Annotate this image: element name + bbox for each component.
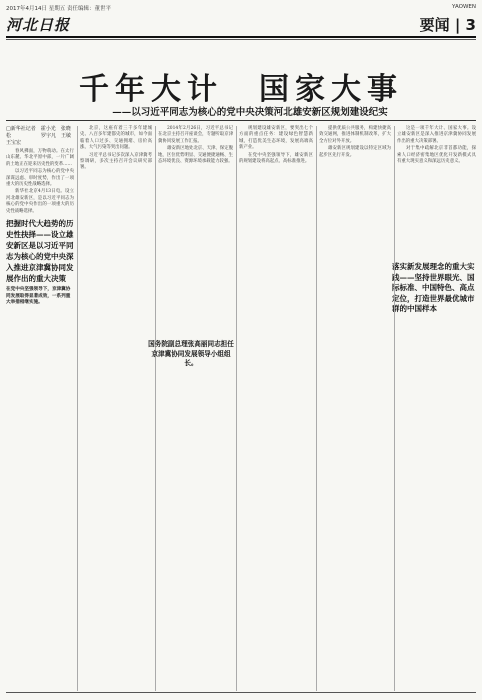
column-divider bbox=[394, 126, 395, 691]
paragraph: 北京，这座有着三千多年建城史、八百多年建都史的城市，如今面临着人口过多、交通拥堵、房价高涨、大气污染等突出问题。 bbox=[80, 126, 152, 151]
column-text bbox=[397, 126, 476, 165]
column-divider bbox=[236, 126, 237, 691]
column-text bbox=[239, 126, 313, 165]
column-divider bbox=[155, 126, 156, 691]
newspaper-logo: 河北日报 bbox=[6, 16, 71, 34]
article-column-2 bbox=[80, 126, 152, 691]
column-divider bbox=[316, 126, 317, 691]
paragraph: 提供优质公共服务，构建快捷高效交通网，推进体制机制改革，扩大全方位对外开放。 bbox=[319, 126, 391, 144]
paragraph: 新华社北京4月13日电。设立河北雄安新区，是以习近平同志为核心的党中央作出的一项重大的历史性战略选择。 bbox=[6, 189, 74, 214]
paragraph: 对于集中疏解北京非首都功能，探索人口经济密集地区优化开发新模式具有重大现实意义和深远历史意义。 bbox=[397, 146, 476, 165]
main-headline: 千年大计 国家大事 bbox=[79, 72, 403, 107]
footer-rule bbox=[6, 692, 476, 693]
date-line: 2017年4月14日 星期五 责任编辑：董世平 bbox=[6, 6, 111, 12]
section-heading: 落实新发展理念的重大实践——坚持世界眼光、国际标准、中国特色、高点定位，打造世界最优城市群的中国样本 bbox=[392, 262, 475, 313]
article-column-5 bbox=[319, 126, 391, 691]
column-text bbox=[158, 126, 233, 165]
pull-quote: 在党中央坚强领导下，京津冀协同发展取得显著成效，一系列重大举措相继实施。 bbox=[6, 287, 71, 306]
article-column-4 bbox=[239, 126, 313, 691]
paragraph: 以习近平同志为核心的党中央深谋远虑、审时度势，作出了一项重大的历史性战略选择。 bbox=[6, 169, 74, 188]
paragraph: 春风拂面，万物萌动。在太行山东麓、华北平原中部，一片广阔的土地正在迎来历史性的变革…… bbox=[6, 149, 74, 167]
paragraph: 习近平总书记多次深入京津冀考察调研，多次主持召开会议研究部署。 bbox=[80, 152, 152, 171]
article-column-1 bbox=[6, 126, 77, 691]
paragraph: 2014年2月26日，习近平总书记在北京主持召开座谈会，专题听取京津冀协同发展工作汇报。 bbox=[158, 126, 233, 144]
section-heading: 把握时代大趋势的历史性抉择——设立雄安新区是以习近平同志为核心的党中央深入推进京津冀协同发展作出的重大决策 bbox=[6, 219, 74, 284]
section-tag: YAOWEN bbox=[452, 4, 476, 10]
column-divider bbox=[77, 126, 78, 691]
page-header-line bbox=[6, 3, 476, 13]
highlight-quote: 国务院副总理张高丽同志担任京津冀协同发展领导小组组长。 bbox=[148, 340, 234, 367]
article-column-3 bbox=[158, 126, 233, 691]
paragraph: 在党中央坚强领导下，雄安新区的规划建设将高起点、高标准推进。 bbox=[239, 152, 313, 165]
masthead bbox=[6, 14, 476, 38]
paragraph: 这是一项千年大计、国家大事。设立雄安新区是深入推进京津冀协同发展作出的重大决策部署。 bbox=[397, 126, 476, 144]
sub-headline: ——以习近平同志为核心的党中央决策河北雄安新区规划建设纪实 bbox=[112, 107, 388, 118]
section-title: 要闻 | 3 bbox=[419, 16, 476, 34]
column-text bbox=[6, 149, 74, 215]
paragraph: 规划建设雄安新区，要突出七个方面的重点任务：建设绿色智慧新城，打造优美生态环境，发展高端高新产业。 bbox=[239, 126, 313, 151]
byline: □新华社记者 霍小光 张晓松 罗宇凡 王敏 王宝宏 bbox=[6, 126, 77, 146]
divider bbox=[6, 39, 476, 40]
paragraph: 雄安新区地处北京、天津、保定腹地，区位优势明显、交通便捷通畅、生态环境优良、资源环境承载能力较强。 bbox=[158, 146, 233, 165]
article-column-6 bbox=[397, 126, 476, 691]
column-text bbox=[319, 126, 391, 159]
divider bbox=[6, 120, 476, 121]
column-text bbox=[80, 126, 152, 172]
paragraph: 雄安新区规划建设以特定区域为起步区先行开发。 bbox=[319, 146, 391, 158]
